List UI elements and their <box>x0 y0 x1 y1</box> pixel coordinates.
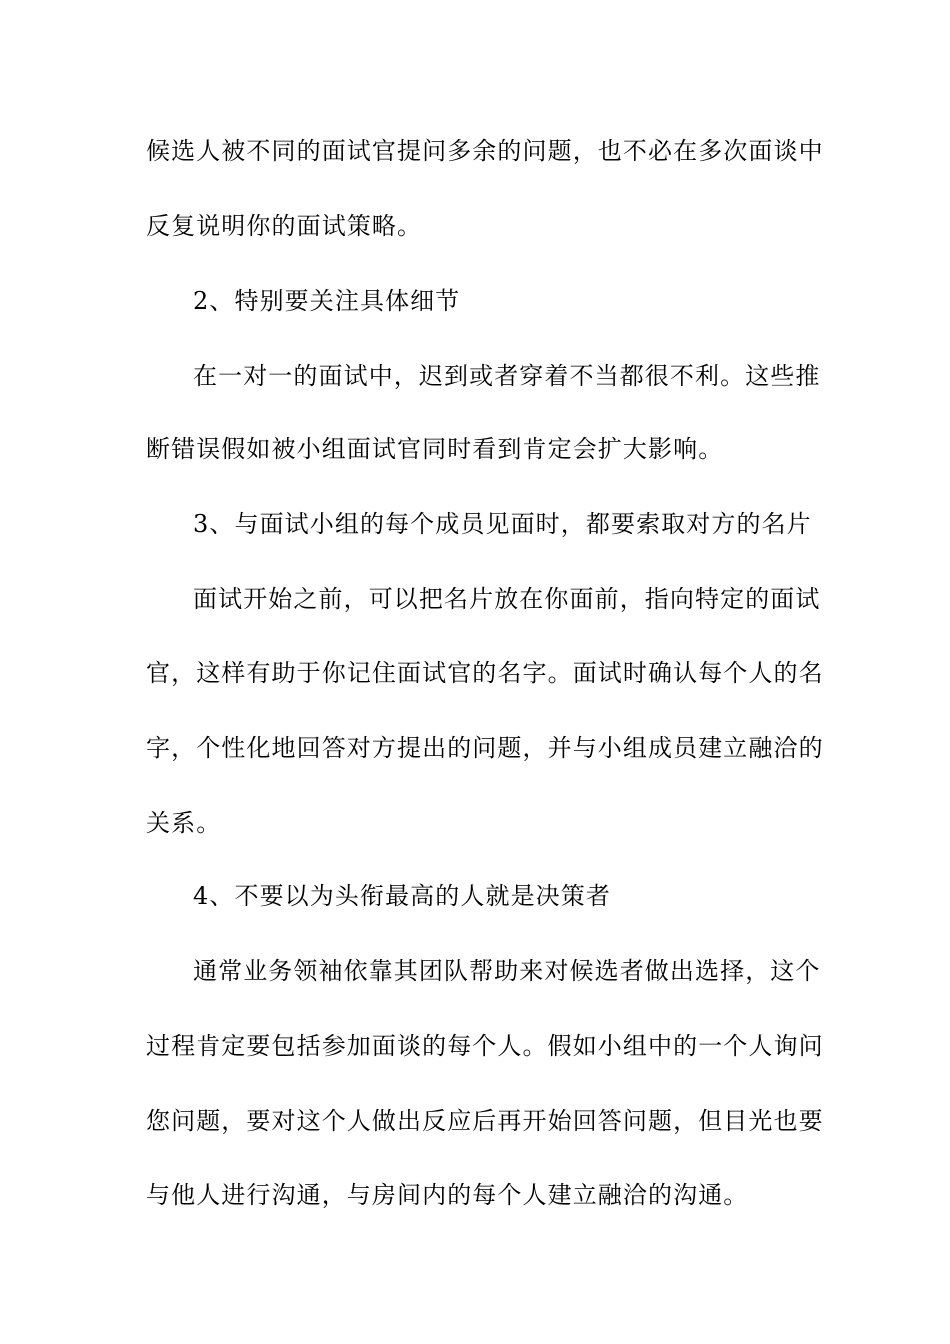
text-line: 与他人进行沟通，与房间内的每个人建立融洽的沟通。 <box>146 1181 749 1209</box>
text-line: 您问题，要对这个人做出反应后再开始回答问题，但目光也要 <box>146 1107 824 1135</box>
section-heading: 4、不要以为头衔最高的人就是决策者 <box>193 882 611 910</box>
section-heading: 3、与面试小组的每个成员见面时，都要索取对方的名片 <box>193 510 812 538</box>
text-line: 过程肯定要包括参加面谈的每个人。假如小组中的一个人询问 <box>146 1032 824 1060</box>
text-line: 关系。 <box>146 809 222 837</box>
text-line: 官，这样有助于你记住面试官的名字。面试时确认每个人的名 <box>146 659 824 687</box>
section-heading: 2、特别要关注具体细节 <box>193 287 461 315</box>
text-line: 反复说明你的面试策略。 <box>146 212 423 240</box>
text-line: 断错误假如被小组面试官同时看到肯定会扩大影响。 <box>146 435 724 463</box>
text-line: 候选人被不同的面试官提问多余的问题，也不必在多次面谈中 <box>146 137 824 165</box>
text-line: 在一对一的面试中，迟到或者穿着不当都很不利。这些推 <box>193 362 821 390</box>
text-line: 通常业务领袖依靠其团队帮助来对候选者做出选择，这个 <box>193 957 821 985</box>
text-line: 面试开始之前，可以把名片放在你面前，指向特定的面试 <box>193 585 821 613</box>
text-line: 字，个性化地回答对方提出的问题，并与小组成员建立融洽的 <box>146 734 824 762</box>
